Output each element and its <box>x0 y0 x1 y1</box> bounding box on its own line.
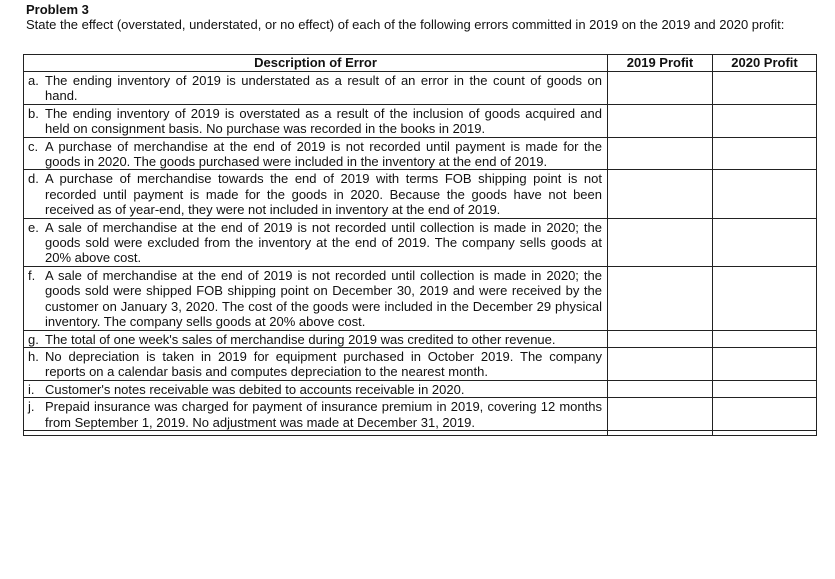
row-text: No depreciation is taken in 2019 for equipment purchased in October 2019. The company reports on a calendar basis and computes depreciation to the nearest month. <box>45 348 602 380</box>
row-label: i. <box>28 381 35 397</box>
row-label: h. <box>28 348 39 364</box>
row-text: The total of one week's sales of merchandise during 2019 was credited to other revenue. <box>45 331 556 347</box>
profit-2020-cell[interactable] <box>713 104 817 137</box>
table-row <box>24 137 817 170</box>
profit-2020-cell[interactable] <box>713 398 817 431</box>
row-label: e. <box>28 219 39 235</box>
table-row <box>24 398 817 431</box>
table-row-cut-off <box>24 430 817 435</box>
error-description <box>24 137 608 170</box>
table-row <box>24 72 817 105</box>
profit-2020-cell[interactable] <box>713 72 817 105</box>
error-table <box>23 54 817 436</box>
error-description <box>24 170 608 218</box>
table-row <box>24 330 817 347</box>
profit-2019-cell[interactable] <box>608 104 713 137</box>
row-label: g. <box>28 331 39 347</box>
error-description <box>24 72 608 105</box>
profit-2019-cell[interactable] <box>608 398 713 431</box>
profit-2019-cell[interactable] <box>608 347 713 380</box>
table-row <box>24 104 817 137</box>
profit-2019-cell[interactable] <box>608 430 713 435</box>
profit-2020-cell[interactable] <box>713 380 817 397</box>
cut-off-description <box>24 430 608 435</box>
row-label: j. <box>28 399 35 415</box>
table-row <box>24 380 817 397</box>
profit-2019-cell[interactable] <box>608 218 713 266</box>
profit-2020-cell[interactable] <box>713 266 817 330</box>
profit-2020-cell[interactable] <box>713 430 817 435</box>
table-row <box>24 266 817 330</box>
table-row <box>24 218 817 266</box>
profit-2019-cell[interactable] <box>608 266 713 330</box>
profit-2019-cell[interactable] <box>608 380 713 397</box>
table-row <box>24 347 817 380</box>
error-description <box>24 266 608 330</box>
row-text: A sale of merchandise at the end of 2019 is not recorded until collection is made in 2020; the goods sold were excluded from the inventory at the end of 2019. The company sells goods at 20% above cost. <box>45 219 602 266</box>
header-2020-profit: 2020 Profit <box>713 55 817 72</box>
error-description <box>24 398 608 431</box>
profit-2019-cell[interactable] <box>608 72 713 105</box>
error-description <box>24 380 608 397</box>
profit-2019-cell[interactable] <box>608 330 713 347</box>
profit-2020-cell[interactable] <box>713 170 817 218</box>
row-label: a. <box>28 73 39 88</box>
row-label: b. <box>28 105 39 121</box>
row-text: The ending inventory of 2019 is understated as a result of an error in the count of goods on hand. <box>45 73 602 104</box>
error-description <box>24 218 608 266</box>
row-label: c. <box>28 138 39 154</box>
table-row <box>24 170 817 218</box>
problem-title: Problem 3 <box>26 2 89 17</box>
profit-2019-cell[interactable] <box>608 170 713 218</box>
row-text: Customer's notes receivable was debited to accounts receivable in 2020. <box>45 381 465 397</box>
row-label: d. <box>28 171 39 187</box>
profit-2020-cell[interactable] <box>713 347 817 380</box>
error-description <box>24 104 608 137</box>
error-description <box>24 330 608 347</box>
table-header-row <box>24 55 817 72</box>
row-text: A purchase of merchandise towards the end of 2019 with terms FOB shipping point is not recorded until payment is made for the goods in 2020. Because the goods have not been received as of year-end, they were not included in inventory at the end of 2019. <box>45 171 602 218</box>
problem-instructions: State the effect (overstated, understated, or no effect) of each of the following errors committed in 2019 on the 2019 and 2020 profit: <box>26 17 785 32</box>
profit-2019-cell[interactable] <box>608 137 713 170</box>
error-description <box>24 347 608 380</box>
profit-2020-cell[interactable] <box>713 330 817 347</box>
row-text: The ending inventory of 2019 is overstated as a result of the inclusion of goods acquired and held on consignment basis. No purchase was recorded in the books in 2019. <box>45 105 602 137</box>
header-2019-profit: 2019 Profit <box>608 55 713 72</box>
profit-2020-cell[interactable] <box>713 137 817 170</box>
header-description: Description of Error <box>24 55 608 72</box>
row-text: A sale of merchandise at the end of 2019 is not recorded until collection is made in 2020; the goods sold were shipped FOB shipping point on December 30, 2019 and were received by the customer on January 3, 2020. The cost of the goods were included in the December 29 physical inventory. The company sells goods at 20% above cost. <box>45 267 602 330</box>
row-text: A purchase of merchandise at the end of 2019 is not recorded until payment is made for the goods in 2020. The goods purchased were included in the inventory at the end of 2019. <box>45 138 602 170</box>
profit-2020-cell[interactable] <box>713 218 817 266</box>
row-text: Prepaid insurance was charged for payment of insurance premium in 2019, covering 12 months from September 1, 2019. No adjustment was made at December 31, 2019. <box>45 399 602 430</box>
row-label: f. <box>28 267 36 283</box>
